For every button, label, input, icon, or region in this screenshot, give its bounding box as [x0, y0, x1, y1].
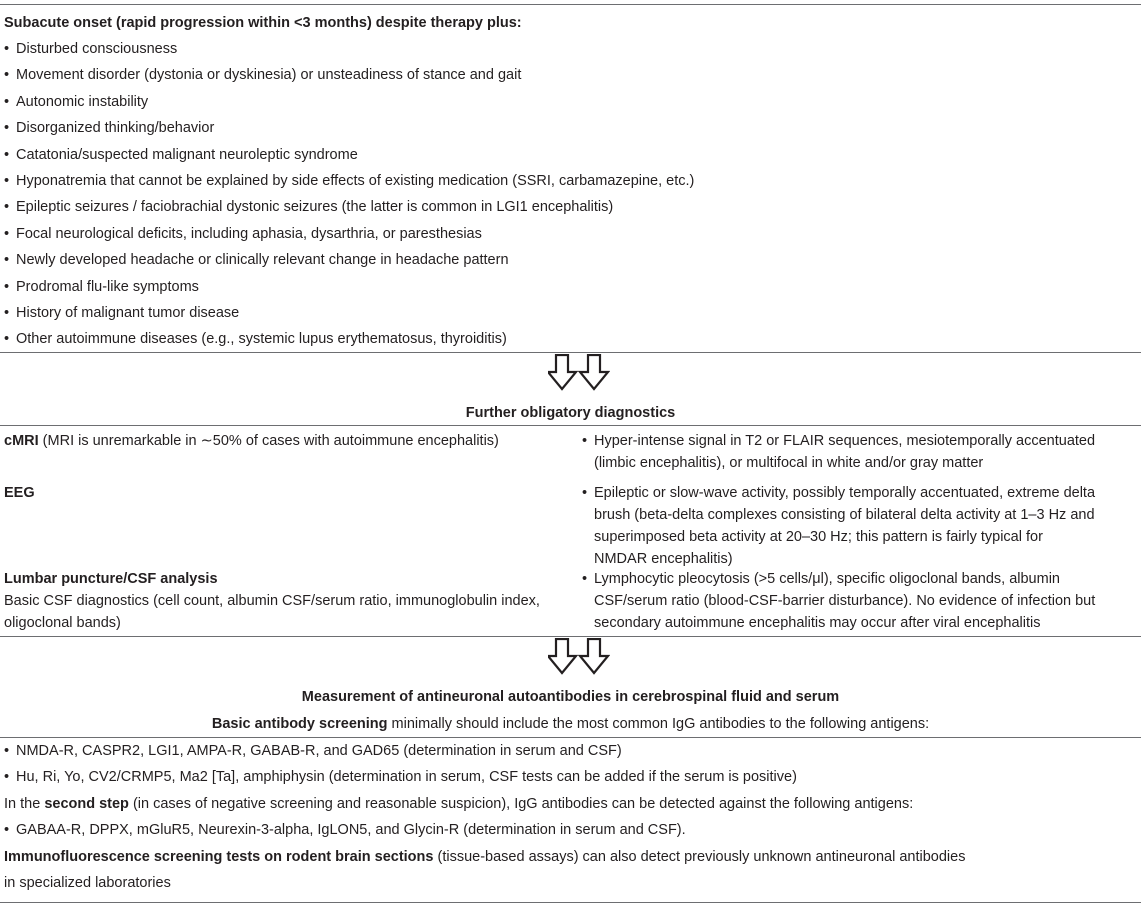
test-name: EEG: [4, 485, 35, 501]
immunofluorescence-line1: [4, 844, 965, 870]
bullet-icon: •: [582, 433, 588, 449]
finding-line: Lymphocytic pleocytosis (>5 cells/μl), specific oligoclonal bands, albumin: [594, 571, 1060, 587]
double-down-arrow-icon: [548, 638, 610, 676]
basic-screening-intro: [0, 711, 1141, 737]
bullet-icon: •: [4, 822, 10, 838]
second-step-pre: In the: [4, 796, 45, 812]
test-detail-line: Basic CSF diagnostics (cell count, albumin CSF/serum ratio, immunoglobulin index,: [4, 593, 540, 609]
section3-heading: Measurement of antineuronal autoantibodies in cerebrospinal fluid and serum: [301, 689, 840, 705]
list-item: Autonomic instability: [16, 93, 149, 110]
section2-bottom-rule: [0, 636, 1141, 637]
bullet-icon: •: [582, 571, 588, 587]
list-item: Disturbed consciousness: [16, 41, 178, 57]
bullet-icon: •: [4, 769, 10, 786]
list-item: Disorganized thinking/behavior: [16, 120, 215, 137]
bullet-icon: •: [4, 146, 10, 163]
section1-heading: Subacute onset (rapid progression within <3 months) despite therapy plus:: [4, 15, 522, 31]
section2-heading: Further obligatory diagnostics: [465, 405, 676, 421]
bullet-icon: •: [4, 331, 10, 348]
finding-line: secondary autoimmune encephalitis may occur after viral encephalitis: [594, 615, 1041, 631]
list-item: Hyponatremia that cannot be explained by side effects of existing medication (SSRI, carbamazepine, etc.): [16, 173, 695, 189]
bullet-icon: •: [4, 305, 10, 321]
bullet-icon: •: [4, 93, 10, 110]
finding-line: superimposed beta activity at 20–30 Hz; this pattern is fairly typical for: [594, 529, 1043, 545]
test-detail-line: oligoclonal bands): [4, 615, 121, 631]
test-name: cMRI: [4, 433, 39, 449]
diagnostic-test-label: [4, 480, 35, 506]
antigen-item: GABAA-R, DPPX, mGluR5, Neurexin-3-alpha, IgLON5, and Glycin-R (determination in serum and CSF).: [16, 822, 686, 838]
finding-line: (limbic encephalitis), or multifocal in white and/or gray matter: [594, 455, 984, 471]
finding-line: NMDAR encephalitis): [594, 551, 733, 567]
double-down-arrow-icon: [548, 354, 610, 392]
finding-line: Epileptic or slow-wave activity, possibly temporally accentuated, extreme delta: [594, 485, 1096, 501]
finding-line: brush (beta-delta complexes consisting of bilateral delta activity at 1–3 Hz and: [594, 507, 1095, 523]
bottom-rule: [0, 902, 1141, 903]
bullet-icon: •: [4, 41, 10, 57]
bullet-icon: •: [4, 252, 10, 269]
list-item: Prodromal flu-like symptoms: [16, 278, 199, 295]
test-name: Lumbar puncture/CSF analysis: [4, 571, 218, 587]
list-item: Catatonia/suspected malignant neuroleptic syndrome: [16, 146, 358, 163]
finding-line: CSF/serum ratio (blood-CSF-barrier disturbance). No evidence of infection but: [594, 593, 1096, 609]
immunofluorescence-bold: Immunofluorescence screening tests on rodent brain sections: [4, 849, 434, 865]
second-step-rest: (in cases of negative screening and reasonable suspicion), IgG antibodies can be detected against the following antigens:: [128, 796, 914, 812]
second-step-bold: second step: [44, 796, 129, 812]
bullet-icon: •: [4, 225, 10, 242]
bullet-icon: •: [582, 485, 588, 501]
basic-screening-rest: minimally should include the most common IgG antibodies to the following antigens:: [387, 716, 930, 732]
antigen-item: Hu, Ri, Yo, CV2/CRMP5, Ma2 [Ta], amphiphysin (determination in serum, CSF tests can be added if the serum is positive): [16, 769, 797, 786]
bullet-icon: •: [4, 199, 10, 216]
top-rule: [0, 4, 1141, 5]
section2-top-rule: [0, 425, 1141, 426]
list-item: Focal neurological deficits, including aphasia, dysarthria, or paresthesias: [16, 225, 482, 242]
immunofluorescence-rest: (tissue-based assays) can also detect previously unknown antineuronal antibodies: [433, 849, 966, 865]
list-item: Newly developed headache or clinically relevant change in headache pattern: [16, 252, 509, 269]
list-item: Movement disorder (dystonia or dyskinesia) or unsteadiness of stance and gait: [16, 67, 522, 84]
basic-screening-bold: Basic antibody screening: [211, 716, 388, 732]
bullet-icon: •: [4, 743, 10, 759]
list-item: Epileptic seizures / faciobrachial dystonic seizures (the latter is common in LGI1 encephalitis): [16, 199, 614, 216]
immunofluorescence-line2: in specialized laboratories: [4, 875, 171, 891]
second-step-intro: [4, 791, 913, 817]
list-item: History of malignant tumor disease: [16, 305, 240, 321]
section1-bottom-rule: [0, 352, 1141, 353]
antigen-item: NMDA-R, CASPR2, LGI1, AMPA-R, GABAB-R, and GAD65 (determination in serum and CSF): [16, 743, 622, 759]
bullet-icon: •: [4, 278, 10, 295]
test-note: (MRI is unremarkable in ∼50% of cases with autoimmune encephalitis): [38, 433, 499, 449]
bullet-icon: •: [4, 173, 10, 189]
diagnostic-test-label: [4, 428, 499, 454]
bullet-icon: •: [4, 120, 10, 137]
bullet-icon: •: [4, 67, 10, 84]
finding-line: Hyper-intense signal in T2 or FLAIR sequences, mesiotemporally accentuated: [594, 433, 1096, 449]
list-item: Other autoimmune diseases (e.g., systemic lupus erythematosus, thyroiditis): [16, 331, 507, 348]
